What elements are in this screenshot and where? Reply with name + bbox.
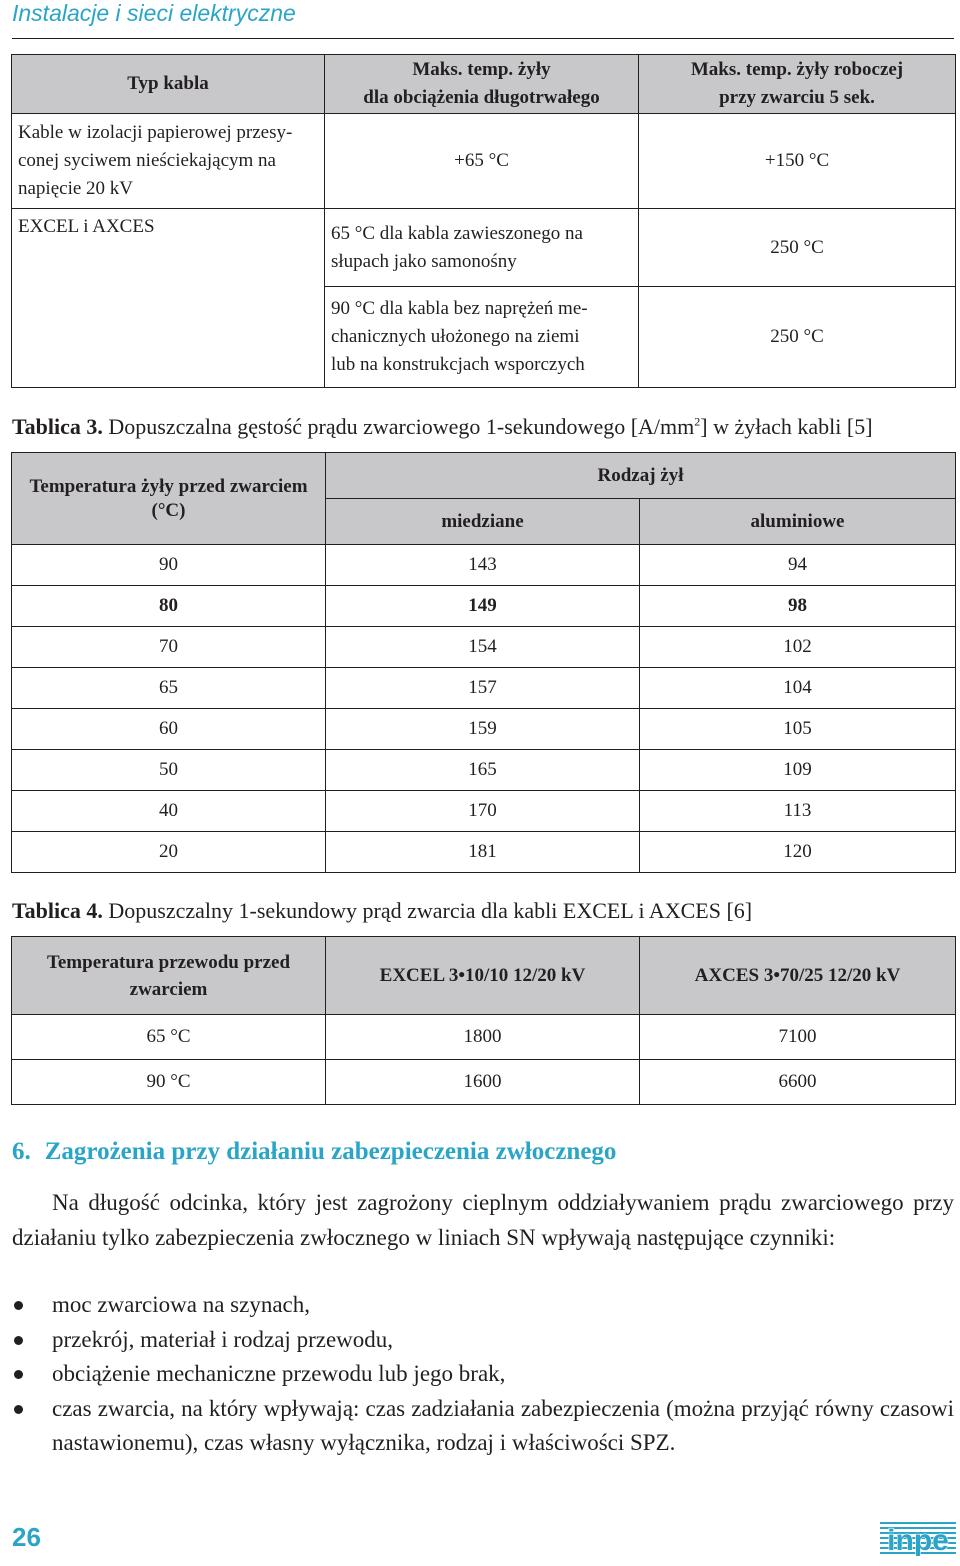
header-excel: EXCEL 3•10/10 12/20 kV [326, 937, 640, 1015]
table3-caption-superscript: 2 [694, 414, 701, 429]
cell-aluminium: 104 [640, 668, 956, 709]
bullet-icon [14, 1336, 23, 1345]
cell-aluminium: 102 [640, 627, 956, 668]
cell-copper: 165 [326, 750, 640, 791]
header-short-circuit-temp [639, 55, 956, 114]
table-row [12, 1015, 956, 1060]
short-circuit-current-table [11, 936, 956, 1105]
list-item-text: czas zwarcia, na który wpływają: czas zadziałania zabezpieczenia (można przyjąć równy czasowi nastawionemu), czas własny wyłącznika, rodzaj i właściwości SPZ. [52, 1395, 954, 1455]
section-title: Zagrożenia przy działaniu zabezpieczenia zwłocznego [44, 1138, 617, 1165]
table-row [12, 791, 956, 832]
list-item-text: moc zwarciowa na szynach, [52, 1292, 310, 1317]
cell-line: Kable w izolacji papierowej przesy- [18, 122, 293, 143]
excel-axces-name: EXCEL i AXCES [12, 209, 325, 388]
cell-aluminium: 113 [640, 791, 956, 832]
table-row [12, 709, 956, 750]
cell-line: 90 °C dla kabla bez naprężeń me- [331, 298, 588, 319]
header-line: Temperatura przewodu przed [46, 951, 291, 973]
header-line: Maks. temp. żyły roboczej [690, 59, 904, 80]
cell-copper: 159 [326, 709, 640, 750]
bullet-icon [14, 1405, 23, 1414]
header-cable-type: Typ kabla [12, 55, 325, 114]
excel-axces-short-circuit-1: 250 °C [639, 209, 956, 287]
cell-aluminium: 120 [640, 832, 956, 873]
section-heading [12, 1138, 616, 1166]
cell-line: conej syciwem nieściekającym na [18, 150, 276, 171]
cell-axces: 7100 [640, 1015, 956, 1060]
table-row [12, 668, 956, 709]
cell-aluminium: 98 [640, 586, 956, 627]
cell-aluminium: 94 [640, 545, 956, 586]
header-line: (°C) [151, 499, 186, 521]
list-item [12, 1288, 954, 1323]
cell-axces: 6600 [640, 1060, 956, 1105]
cell-aluminium: 109 [640, 750, 956, 791]
inpe-logo [880, 1520, 956, 1560]
header-line: zwarciem [129, 978, 208, 1000]
cell-temp: 65 °C [12, 1015, 326, 1060]
table-row [12, 1060, 956, 1105]
table-row [12, 627, 956, 668]
list-item [12, 1323, 954, 1358]
cell-copper: 149 [326, 586, 640, 627]
cable-temperature-table [11, 54, 956, 388]
cell-line: chanicznych ułożonego na ziemi [331, 326, 580, 347]
header-copper: miedziane [326, 499, 640, 545]
excel-axces-short-circuit-2: 250 °C [639, 287, 956, 388]
cell-temp: 80 [12, 586, 326, 627]
cell-copper: 143 [326, 545, 640, 586]
cell-temp: 90 [12, 545, 326, 586]
cell-temp: 50 [12, 750, 326, 791]
cell-line: napięcie 20 kV [18, 178, 134, 199]
cell-copper: 170 [326, 791, 640, 832]
cell-temp: 40 [12, 791, 326, 832]
cell-temp: 20 [12, 832, 326, 873]
cell-excel: 1600 [326, 1060, 640, 1105]
cell-line: 65 °C dla kabla zawieszonego na [331, 222, 583, 244]
cell-temp: 60 [12, 709, 326, 750]
cell-copper: 181 [326, 832, 640, 873]
header-wire-temperature [12, 453, 326, 545]
current-density-table [11, 452, 956, 873]
bullet-icon [14, 1301, 23, 1310]
factors-list [12, 1288, 954, 1461]
table4-caption-text: Dopuszczalny 1-sekundowy prąd zwarcia dla kabli EXCEL i AXCES [6] [108, 898, 753, 923]
cell-temp: 70 [12, 627, 326, 668]
cell-temp: 65 [12, 668, 326, 709]
page-number: 26 [12, 1522, 41, 1552]
table3-caption-tail: ] w żyłach kabli [5] [700, 414, 873, 439]
table4-caption [12, 898, 752, 924]
paper-cable-name [12, 114, 325, 209]
header-axces: AXCES 3•70/25 12/20 kV [640, 937, 956, 1015]
header-aluminium: aluminiowe [640, 499, 956, 545]
header-conductor-temperature [12, 937, 326, 1015]
cell-excel: 1800 [326, 1015, 640, 1060]
paper-cable-long-term: +65 °C [325, 114, 639, 209]
paper-cable-short-circuit: +150 °C [639, 114, 956, 209]
table-row [12, 545, 956, 586]
header-line: Temperatura żyły przed zwarciem [29, 475, 308, 497]
header-line: Maks. temp. żyły [412, 59, 551, 80]
list-item [12, 1392, 954, 1461]
table-row [12, 750, 956, 791]
excel-axces-condition-2 [325, 287, 639, 388]
header-long-term-temp [325, 55, 639, 114]
bullet-icon [14, 1370, 23, 1379]
table4-caption-label: Tablica 4. [12, 898, 103, 923]
section-paragraph [12, 1186, 954, 1255]
cell-copper: 157 [326, 668, 640, 709]
logo-text: inpe [887, 1524, 949, 1557]
list-item [12, 1357, 954, 1392]
header-line: przy zwarciu 5 sek. [719, 87, 875, 108]
table-row [12, 832, 956, 873]
list-item-text: przekrój, materiał i rodzaj przewodu, [52, 1326, 394, 1352]
header-line: dla obciążenia długotrwałego [363, 87, 600, 108]
section-number: 6. [12, 1138, 31, 1165]
running-title: Instalacje i sieci elektryczne [12, 0, 296, 26]
table3-caption-text: Dopuszczalna gęstość prądu zwarciowego 1-sekundowego [A/mm [108, 414, 695, 439]
table-row [12, 586, 956, 627]
table3-caption [12, 414, 873, 440]
cell-line: lub na konstrukcjach wsporczych [331, 354, 585, 375]
cell-line: słupach jako samonośny [331, 250, 517, 272]
cell-aluminium: 105 [640, 709, 956, 750]
header-wire-kind: Rodzaj żył [326, 453, 956, 499]
cell-temp: 90 °C [12, 1060, 326, 1105]
header-rule [12, 38, 954, 39]
excel-axces-condition-1 [325, 209, 639, 287]
list-item-text: obciążenie mechaniczne przewodu lub jego brak, [52, 1361, 506, 1386]
paragraph-text: Na długość odcinka, który jest zagrożony cieplnym oddziaływaniem prądu zwarciowego przy działaniu tylko zabezpieczenia zwłocznego w liniach SN wpływają następujące czynniki: [12, 1190, 954, 1250]
table3-caption-label: Tablica 3. [12, 414, 103, 439]
cell-copper: 154 [326, 627, 640, 668]
